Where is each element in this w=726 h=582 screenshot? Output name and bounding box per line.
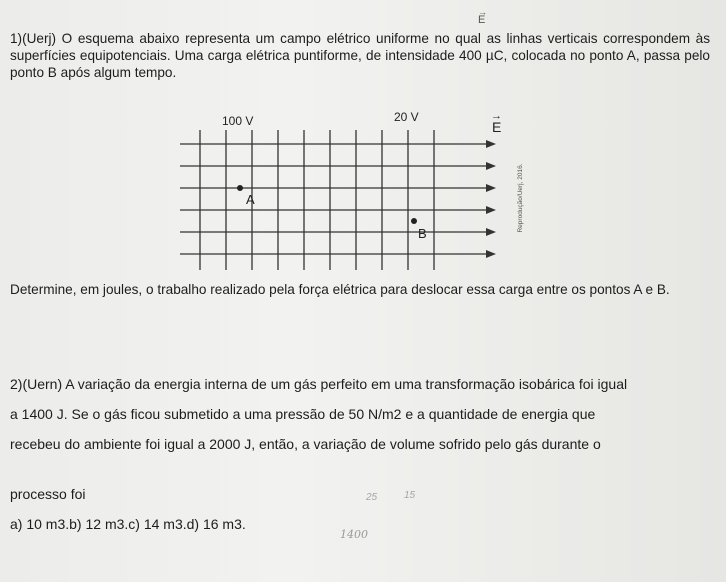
field-e-label [491, 110, 502, 135]
label-point-a: A [246, 192, 255, 207]
pencil-note-2: 15 [404, 490, 416, 501]
label-point-b: B [418, 226, 427, 241]
label-100v: 100 V [222, 114, 254, 128]
question-2-line-1: 2)(Uern) A variação da energia interna de um gás perfeito em uma transformação isobárica foi igual [10, 376, 628, 392]
equipotential-lines [200, 130, 434, 270]
point-a-dot [237, 185, 243, 191]
label-20v: 20 V [394, 110, 419, 124]
point-b-dot [411, 218, 417, 224]
question-2-line-2: a 1400 J. Se o gás ficou submetido a uma pressão de 50 N/m2 e a quantidade de energia que [10, 406, 596, 422]
field-vector-symbol: → E [478, 7, 487, 26]
question-1-task: Determine, em joules, o trabalho realizado pela força elétrica para deslocar essa carga entre os pontos A e B. [10, 282, 670, 297]
pencil-note-1: 25 [366, 492, 378, 503]
answer-options: a) 10 m3.b) 12 m3.c) 14 m3.d) 16 m3. [10, 516, 246, 532]
svg-text:→: → [491, 110, 502, 122]
field-arrowheads [486, 140, 496, 258]
label-e: E [492, 119, 502, 135]
image-credit: Reprodução/Uerj, 2016. [517, 163, 524, 233]
question-2-line-4: processo foi [10, 486, 86, 502]
electric-field-diagram [178, 108, 538, 278]
question-2-line-3: recebeu do ambiente foi igual a 2000 J, então, a variação de volume sofrido pelo gás durante o [10, 436, 601, 452]
pencil-note-3: 1400 [340, 528, 368, 541]
question-1-statement: 1)(Uerj) O esquema abaixo representa um campo elétrico uniforme no qual as linhas verticais correspondem às superfícies equipotenciais. Uma carga elétrica puntiforme, de intensidade 400 µC, colocada no ponto A, passa pelo ponto B após algum tempo. [10, 31, 710, 80]
